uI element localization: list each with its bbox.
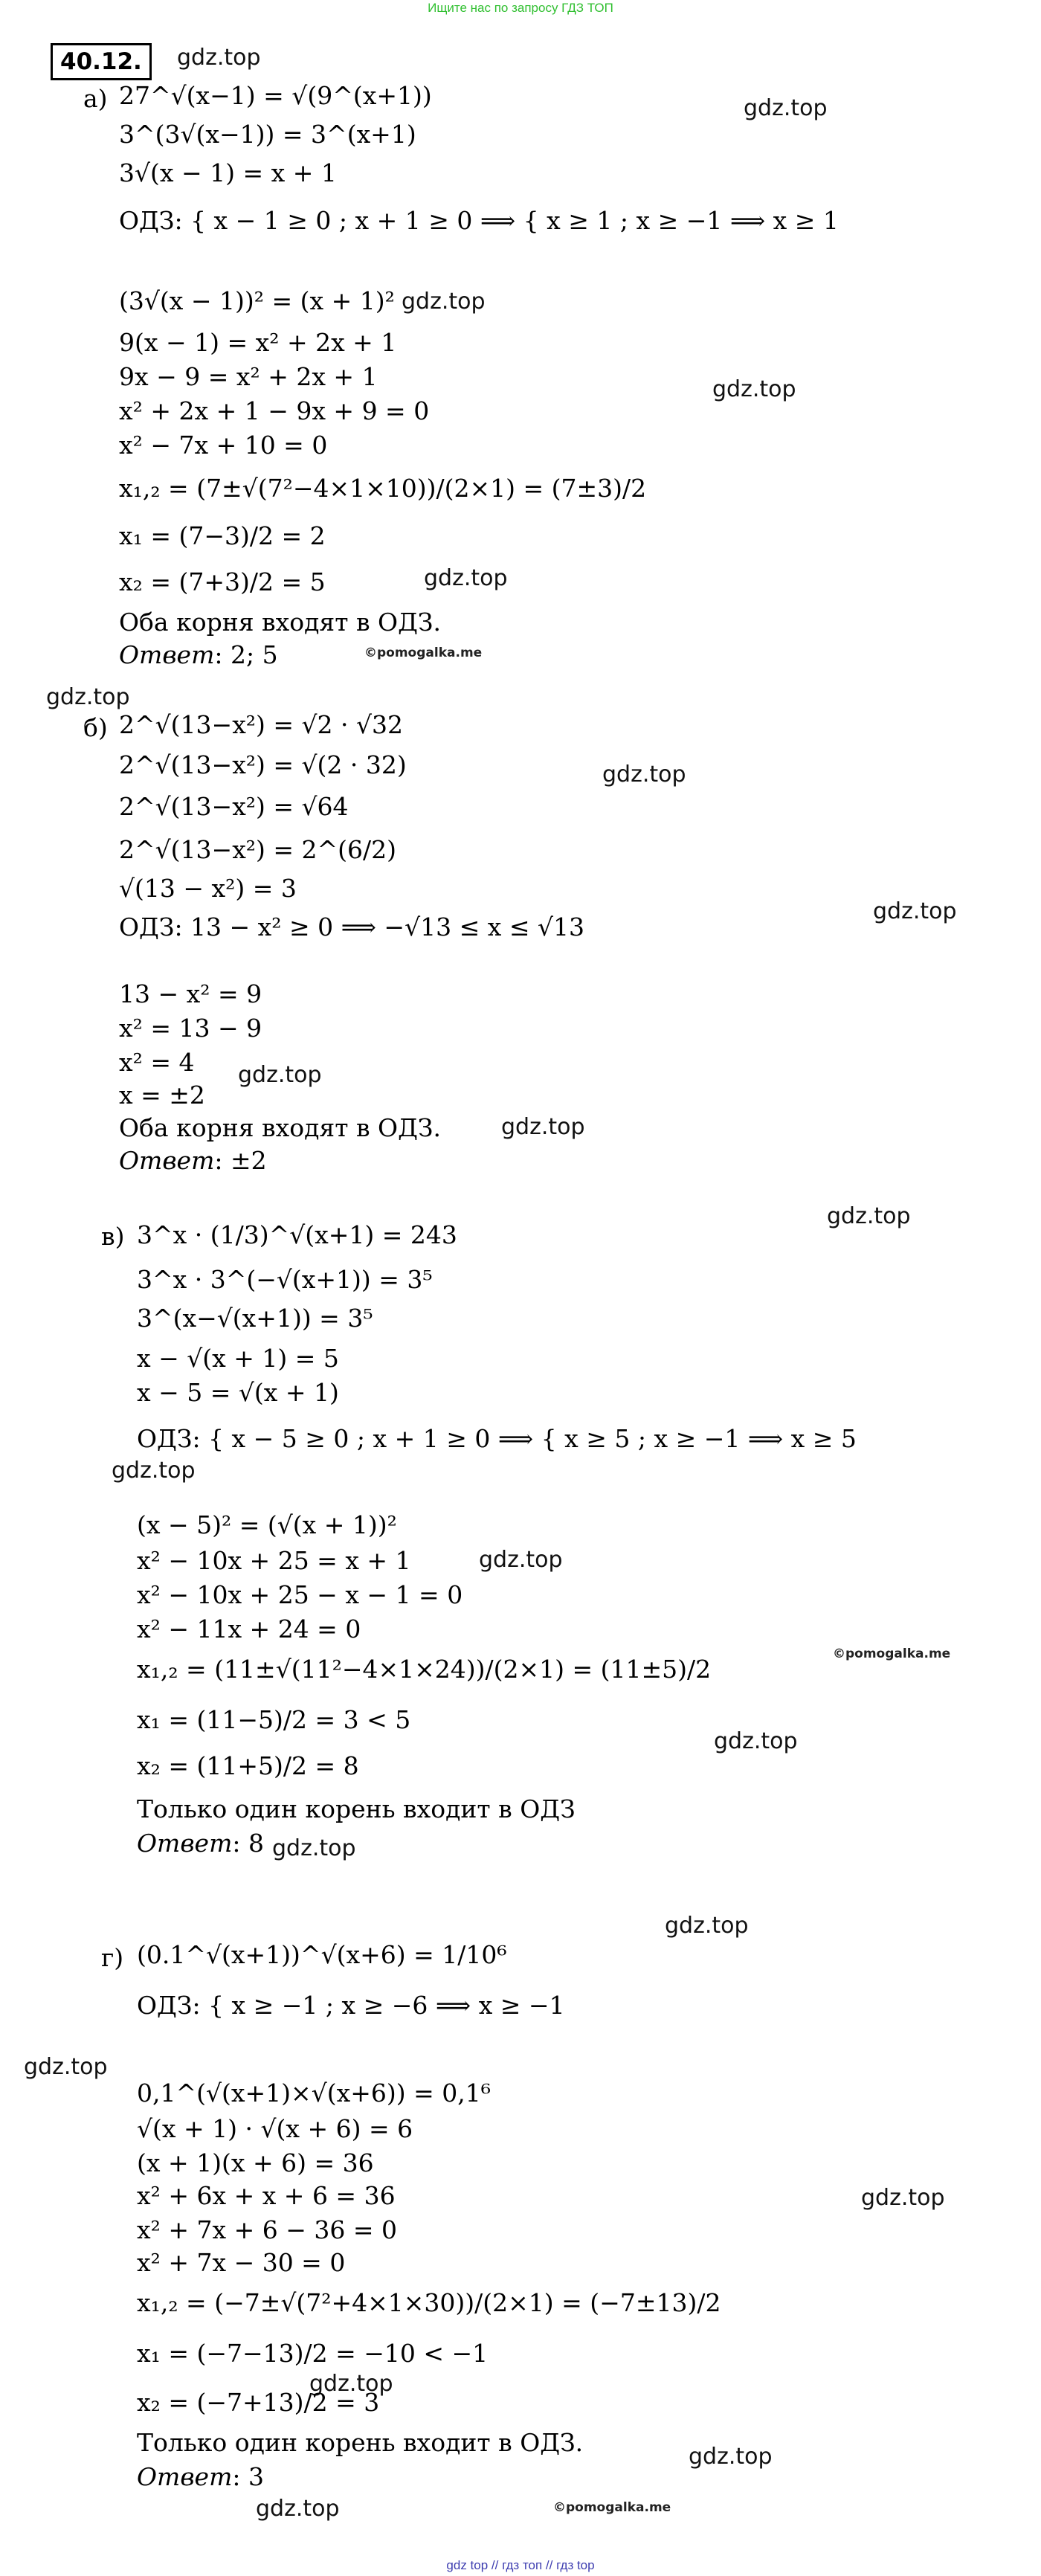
part-d-line: ОДЗ: { x ≥ −1 ; x ≥ −6 ⟹ x ≥ −1 <box>137 1991 565 2020</box>
part-d-line: √(x + 1) · √(x + 6) = 6 <box>137 2114 413 2143</box>
watermark: gdz.top <box>424 565 508 591</box>
watermark: gdz.top <box>712 376 796 402</box>
part-a-line: ОДЗ: { x − 1 ≥ 0 ; x + 1 ≥ 0 ⟹ { x ≥ 1 ; x ≥ −1 ⟹ x ≥ 1 <box>119 206 839 235</box>
answer-value: : ±2 <box>214 1146 267 1175</box>
part-a-line: x² − 7x + 10 = 0 <box>119 431 328 460</box>
part-c-line: 3^x · (1/3)^√(x+1) = 243 <box>137 1220 457 1249</box>
part-c-line: x² − 10x + 25 − x − 1 = 0 <box>137 1580 463 1609</box>
part-b-line: 2^√(13−x²) = √64 <box>119 792 349 821</box>
watermark: gdz.top <box>744 95 828 121</box>
part-a-line: 27^√(x−1) = √(9^(x+1)) <box>119 81 432 110</box>
part-d-line: x₂ = (−7+13)/2 = 3 <box>137 2388 380 2417</box>
watermark: gdz.top <box>24 2054 108 2080</box>
answer-label: Ответ <box>137 2462 233 2491</box>
part-b-label: б) <box>83 713 108 742</box>
answer-label: Ответ <box>119 640 215 669</box>
part-a-label: а) <box>83 84 108 113</box>
pomogalka-watermark: ©pomogalka.me <box>553 2500 671 2515</box>
watermark: gdz.top <box>665 1913 749 1939</box>
part-a-line: x₂ = (7+3)/2 = 5 <box>119 567 326 596</box>
watermark: gdz.top <box>602 761 686 788</box>
part-b-line: 2^√(13−x²) = 2^(6/2) <box>119 835 397 864</box>
part-a-line: 9x − 9 = x² + 2x + 1 <box>119 362 378 391</box>
bottom-banner: gdz top // гдз топ // гдз top <box>446 2558 595 2572</box>
watermark: gdz.top <box>501 1114 585 1140</box>
part-c-line: x₂ = (11+5)/2 = 8 <box>137 1751 359 1780</box>
part-b-line: x² = 4 <box>119 1048 195 1077</box>
top-banner: Ищите нас по запросу ГДЗ ТОП <box>428 1 613 15</box>
part-d-line: 0,1^(√(x+1)×√(x+6)) = 0,1⁶ <box>137 2078 491 2108</box>
part-c-line: ОДЗ: { x − 5 ≥ 0 ; x + 1 ≥ 0 ⟹ { x ≥ 5 ; x ≥ −1 ⟹ x ≥ 5 <box>137 1424 857 1453</box>
part-b-line: 2^√(13−x²) = √(2 · 32) <box>119 750 407 779</box>
watermark: gdz.top <box>714 1728 798 1754</box>
watermark: gdz.top <box>402 289 486 315</box>
part-a-line: x² + 2x + 1 − 9x + 9 = 0 <box>119 396 430 425</box>
watermark: gdz.top <box>861 2185 945 2211</box>
watermark: gdz.top <box>272 1835 356 1861</box>
watermark: gdz.top <box>256 2496 340 2522</box>
part-d-line: x² + 6x + x + 6 = 36 <box>137 2181 396 2210</box>
pomogalka-watermark: ©pomogalka.me <box>833 1646 951 1661</box>
part-a-line: 3^(3√(x−1)) = 3^(x+1) <box>119 120 416 149</box>
part-c-line: x − 5 = √(x + 1) <box>137 1378 339 1407</box>
part-c-line: x − √(x + 1) = 5 <box>137 1344 339 1373</box>
part-a-line: x₁,₂ = (7±√(7²−4×1×10))/(2×1) = (7±3)/2 <box>119 474 647 503</box>
part-a-line: 9(x − 1) = x² + 2x + 1 <box>119 328 397 357</box>
part-c-label: в) <box>101 1222 125 1251</box>
part-c-line: (x − 5)² = (√(x + 1))² <box>137 1510 397 1539</box>
watermark: gdz.top <box>112 1458 196 1484</box>
part-c-line: 3^(x−√(x+1)) = 3⁵ <box>137 1304 373 1333</box>
part-a-line: Оба корня входят в ОДЗ. <box>119 608 441 637</box>
answer-label: Ответ <box>119 1146 215 1175</box>
part-b-line: Оба корня входят в ОДЗ. <box>119 1113 441 1142</box>
answer-label: Ответ <box>137 1829 233 1858</box>
watermark: gdz.top <box>827 1203 911 1229</box>
part-d-label: г) <box>101 1943 124 1972</box>
part-d-line: x² + 7x + 6 − 36 = 0 <box>137 2215 397 2244</box>
answer-value: : 8 <box>232 1829 264 1858</box>
part-d-line: (0.1^√(x+1))^√(x+6) = 1/10⁶ <box>137 1940 507 1969</box>
part-c-line: 3^x · 3^(−√(x+1)) = 3⁵ <box>137 1265 433 1294</box>
part-a-answer <box>119 640 278 671</box>
part-c-line: Только один корень входит в ОДЗ <box>137 1794 576 1823</box>
part-b-line: 13 − x² = 9 <box>119 979 262 1008</box>
part-c-line: x² − 11x + 24 = 0 <box>137 1614 361 1643</box>
part-d-line: x₁ = (−7−13)/2 = −10 < −1 <box>137 2339 489 2368</box>
part-c-line: x² − 10x + 25 = x + 1 <box>137 1546 411 1575</box>
part-d-line: (x + 1)(x + 6) = 36 <box>137 2148 374 2177</box>
watermark: gdz.top <box>238 1062 322 1088</box>
problem-number: 40.12. <box>51 43 152 80</box>
watermark: gdz.top <box>689 2444 773 2470</box>
part-a-line: x₁ = (7−3)/2 = 2 <box>119 521 326 550</box>
watermark: gdz.top <box>309 2371 393 2397</box>
pomogalka-watermark: ©pomogalka.me <box>364 645 483 660</box>
part-a-line: (3√(x − 1))² = (x + 1)² <box>119 286 395 315</box>
part-b-answer <box>119 1145 267 1176</box>
part-d-answer <box>137 2461 264 2493</box>
part-d-line: Только один корень входит в ОДЗ. <box>137 2428 584 2457</box>
watermark: gdz.top <box>873 898 957 924</box>
part-b-line: x² = 13 − 9 <box>119 1014 262 1043</box>
watermark: gdz.top <box>177 45 261 71</box>
part-c-answer <box>137 1828 264 1859</box>
watermark: gdz.top <box>46 684 130 710</box>
watermark: gdz.top <box>479 1547 563 1573</box>
part-d-line: x² + 7x − 30 = 0 <box>137 2248 346 2277</box>
part-c-line: x₁ = (11−5)/2 = 3 < 5 <box>137 1705 411 1734</box>
part-b-line: x = ±2 <box>119 1081 205 1110</box>
part-b-line: √(13 − x²) = 3 <box>119 874 297 903</box>
answer-value: : 2; 5 <box>214 640 278 669</box>
part-b-line: ОДЗ: 13 − x² ≥ 0 ⟹ −√13 ≤ x ≤ √13 <box>119 912 584 941</box>
answer-value: : 3 <box>232 2462 264 2491</box>
part-c-line: x₁,₂ = (11±√(11²−4×1×24))/(2×1) = (11±5)/2 <box>137 1655 712 1684</box>
part-b-line: 2^√(13−x²) = √2 · √32 <box>119 710 404 739</box>
part-a-line: 3√(x − 1) = x + 1 <box>119 158 337 187</box>
part-d-line: x₁,₂ = (−7±√(7²+4×1×30))/(2×1) = (−7±13)/2 <box>137 2288 721 2317</box>
